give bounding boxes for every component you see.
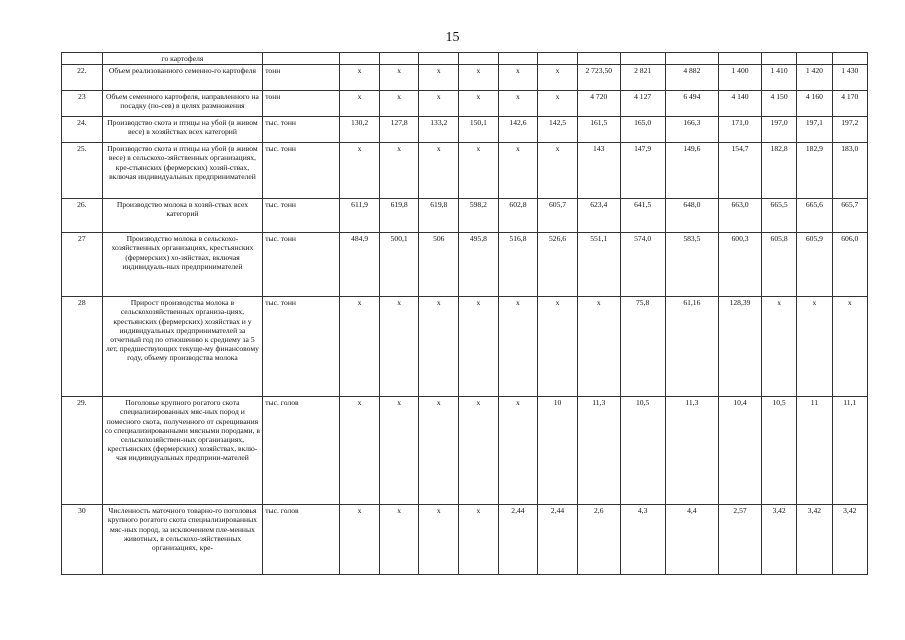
row-number-cell: 24.	[62, 117, 103, 143]
value-cell: х	[419, 397, 459, 505]
value-cell: 127,8	[379, 117, 419, 143]
table-row	[62, 505, 868, 575]
value-cell: 665,7	[832, 199, 867, 233]
value-cell: х	[832, 297, 867, 397]
value-cell: 197,2	[832, 117, 867, 143]
value-cell: 663,0	[719, 199, 762, 233]
value-cell: 1 420	[797, 65, 832, 91]
value-cell: 600,3	[719, 233, 762, 297]
value-cell: 11,1	[832, 397, 867, 505]
value-cell: х	[498, 297, 538, 397]
value-cell: 161,5	[577, 117, 620, 143]
unit-cell	[263, 53, 340, 65]
unit-cell: тонн	[263, 65, 340, 91]
value-cell: 165,0	[620, 117, 665, 143]
value-cell: 4 160	[797, 91, 832, 117]
table-row	[62, 53, 868, 65]
value-cell: х	[498, 397, 538, 505]
value-cell	[761, 53, 796, 65]
value-cell: 4,4	[665, 505, 719, 575]
table-row	[62, 397, 868, 505]
value-cell: 516,8	[498, 233, 538, 297]
value-cell: 2,44	[538, 505, 578, 575]
value-cell: 75,8	[620, 297, 665, 397]
row-number-cell: 29.	[62, 397, 103, 505]
value-cell: 2 821	[620, 65, 665, 91]
value-cell: 10,5	[761, 397, 796, 505]
value-cell: 641,5	[620, 199, 665, 233]
value-cell: 606,0	[832, 233, 867, 297]
value-cell: х	[498, 65, 538, 91]
value-cell: 4 882	[665, 65, 719, 91]
row-number-cell: 23	[62, 91, 103, 117]
value-cell: 2 723,50	[577, 65, 620, 91]
value-cell: х	[379, 91, 419, 117]
value-cell: 4,3	[620, 505, 665, 575]
value-cell: х	[577, 297, 620, 397]
value-cell: х	[340, 397, 380, 505]
value-cell: 551,1	[577, 233, 620, 297]
value-cell: 526,6	[538, 233, 578, 297]
value-cell: х	[340, 143, 380, 199]
unit-cell: тыс. тонн	[263, 143, 340, 199]
value-cell	[665, 53, 719, 65]
value-cell: 1 400	[719, 65, 762, 91]
value-cell	[832, 53, 867, 65]
value-cell: 10,5	[620, 397, 665, 505]
value-cell: 166,3	[665, 117, 719, 143]
unit-cell: тыс. тонн	[263, 297, 340, 397]
value-cell: 484,9	[340, 233, 380, 297]
value-cell: 197,1	[797, 117, 832, 143]
indicator-name-cell: Производство скота и птицы на убой (в живом весе) в хозяйствах всех категорий	[102, 117, 263, 143]
value-cell: х	[379, 397, 419, 505]
value-cell: 142,5	[538, 117, 578, 143]
value-cell: 602,8	[498, 199, 538, 233]
value-cell: х	[459, 397, 499, 505]
value-cell: 619,8	[379, 199, 419, 233]
value-cell: х	[379, 297, 419, 397]
indicator-name-cell: Объем семенного картофеля, направленного на посадку (по-сев) в целях размножения	[102, 91, 263, 117]
row-number-cell: 25.	[62, 143, 103, 199]
value-cell: 2,6	[577, 505, 620, 575]
value-cell: 2,44	[498, 505, 538, 575]
value-cell: 143	[577, 143, 620, 199]
page-number: 15	[445, 30, 460, 45]
table-row	[62, 91, 868, 117]
row-number-cell: 30	[62, 505, 103, 575]
value-cell: х	[459, 297, 499, 397]
value-cell: 611,9	[340, 199, 380, 233]
value-cell: х	[379, 65, 419, 91]
indicator-name-cell: Производство молока в сельскохо-хозяйственных организациях, крестьянских (фермерских) хо-зяйствах, включая индивидуаль-ных предпринимателей	[102, 233, 263, 297]
value-cell: х	[340, 91, 380, 117]
value-cell: 183,0	[832, 143, 867, 199]
indicator-name-cell: го картофеля	[102, 53, 263, 65]
value-cell: х	[459, 143, 499, 199]
value-cell: х	[419, 91, 459, 117]
indicator-name-cell: Поголовье крупного рогатого скота специализированных мяс-ных пород и помесного скота, полученного от скрещивания со специализированными мясными породами, в сельскохозяйствен-ных организациях, крестьянских (фермерских) хозяйствах, вклю-чая индивидуальных предприни-мателей	[102, 397, 263, 505]
value-cell: х	[419, 143, 459, 199]
value-cell: 10	[538, 397, 578, 505]
value-cell: 1 430	[832, 65, 867, 91]
value-cell: х	[498, 91, 538, 117]
value-cell: х	[538, 65, 578, 91]
value-cell: 11,3	[665, 397, 719, 505]
value-cell: 506	[419, 233, 459, 297]
value-cell	[459, 53, 499, 65]
value-cell: х	[340, 505, 380, 575]
value-cell: х	[538, 143, 578, 199]
value-cell: 197,0	[761, 117, 796, 143]
value-cell: х	[340, 297, 380, 397]
value-cell: 665,6	[797, 199, 832, 233]
value-cell: х	[459, 65, 499, 91]
value-cell: 149,6	[665, 143, 719, 199]
value-cell	[340, 53, 380, 65]
value-cell: х	[379, 143, 419, 199]
table-row	[62, 199, 868, 233]
value-cell: 495,8	[459, 233, 499, 297]
value-cell: х	[761, 297, 796, 397]
indicator-name-cell: Производство молока в хозяй-ствах всех категорий	[102, 199, 263, 233]
value-cell	[620, 53, 665, 65]
value-cell	[719, 53, 762, 65]
value-cell	[419, 53, 459, 65]
unit-cell: тыс. голов	[263, 397, 340, 505]
indicator-name-cell: Объем реализованного семенно-го картофеля	[102, 65, 263, 91]
unit-cell: тыс. тонн	[263, 199, 340, 233]
value-cell: 11,3	[577, 397, 620, 505]
value-cell: 1 410	[761, 65, 796, 91]
row-number-cell: 26.	[62, 199, 103, 233]
table-row	[62, 233, 868, 297]
value-cell: 665,5	[761, 199, 796, 233]
value-cell: 130,2	[340, 117, 380, 143]
unit-cell: тыс. голов	[263, 505, 340, 575]
value-cell: 133,2	[419, 117, 459, 143]
value-cell: х	[419, 297, 459, 397]
table-row	[62, 143, 868, 199]
value-cell: 623,4	[577, 199, 620, 233]
value-cell: 4 140	[719, 91, 762, 117]
value-cell: 500,1	[379, 233, 419, 297]
indicator-table	[61, 52, 868, 575]
value-cell: 598,2	[459, 199, 499, 233]
value-cell: х	[538, 91, 578, 117]
value-cell: 142,6	[498, 117, 538, 143]
value-cell	[379, 53, 419, 65]
value-cell: 11	[797, 397, 832, 505]
unit-cell: тонн	[263, 91, 340, 117]
value-cell: 3,42	[761, 505, 796, 575]
table-row	[62, 65, 868, 91]
value-cell: 2,57	[719, 505, 762, 575]
row-number-cell: 22.	[62, 65, 103, 91]
value-cell: 619,8	[419, 199, 459, 233]
value-cell: 150,1	[459, 117, 499, 143]
indicator-name-cell: Численность маточного товарно-го поголовья крупного рогатого скота специализированных мяс-ных пород, за исключением пле-менных животных, в сельскохо-зяйственных организациях, кре-	[102, 505, 263, 575]
value-cell: х	[797, 297, 832, 397]
value-cell: 574,0	[620, 233, 665, 297]
indicator-name-cell: Производство скота и птицы на убой (в живом весе) в сельскохо-зяйственных организациях, кре-стьянских (фермерских) хозяй-ствах, включая индивидуальных предпринимателей	[102, 143, 263, 199]
value-cell: х	[498, 143, 538, 199]
value-cell: 154,7	[719, 143, 762, 199]
value-cell: 583,5	[665, 233, 719, 297]
row-number-cell: 27	[62, 233, 103, 297]
value-cell: 4 150	[761, 91, 796, 117]
value-cell	[577, 53, 620, 65]
value-cell: 6 494	[665, 91, 719, 117]
value-cell: 61,16	[665, 297, 719, 397]
value-cell: 171,0	[719, 117, 762, 143]
value-cell	[797, 53, 832, 65]
table-row	[62, 297, 868, 397]
value-cell: 4 127	[620, 91, 665, 117]
value-cell: 3,42	[832, 505, 867, 575]
value-cell: 3,42	[797, 505, 832, 575]
indicator-name-cell: Прирост производства молока в сельскохозяйственных организа-циях, крестьянских (фермерских) хозяйствах и у индивидуальных предпринимателей за отчетный год по отношению к среднему за 5 лет, предшествующих текуще-му финансовому году, объему производства молока	[102, 297, 263, 397]
value-cell: х	[340, 65, 380, 91]
unit-cell: тыс. тонн	[263, 117, 340, 143]
value-cell: 182,8	[761, 143, 796, 199]
value-cell: 605,9	[797, 233, 832, 297]
value-cell: 4 170	[832, 91, 867, 117]
value-cell: х	[538, 297, 578, 397]
value-cell: 128,39	[719, 297, 762, 397]
value-cell: 648,0	[665, 199, 719, 233]
value-cell: 4 720	[577, 91, 620, 117]
row-number-cell: 28	[62, 297, 103, 397]
value-cell: х	[419, 65, 459, 91]
table-row	[62, 117, 868, 143]
value-cell: х	[459, 505, 499, 575]
value-cell: 10,4	[719, 397, 762, 505]
value-cell: 147,9	[620, 143, 665, 199]
row-number-cell	[62, 53, 103, 65]
value-cell: х	[459, 91, 499, 117]
value-cell: 182,9	[797, 143, 832, 199]
unit-cell: тыс. тонн	[263, 233, 340, 297]
value-cell: х	[379, 505, 419, 575]
value-cell: 605,8	[761, 233, 796, 297]
value-cell: х	[419, 505, 459, 575]
value-cell	[538, 53, 578, 65]
value-cell: 605,7	[538, 199, 578, 233]
value-cell	[498, 53, 538, 65]
